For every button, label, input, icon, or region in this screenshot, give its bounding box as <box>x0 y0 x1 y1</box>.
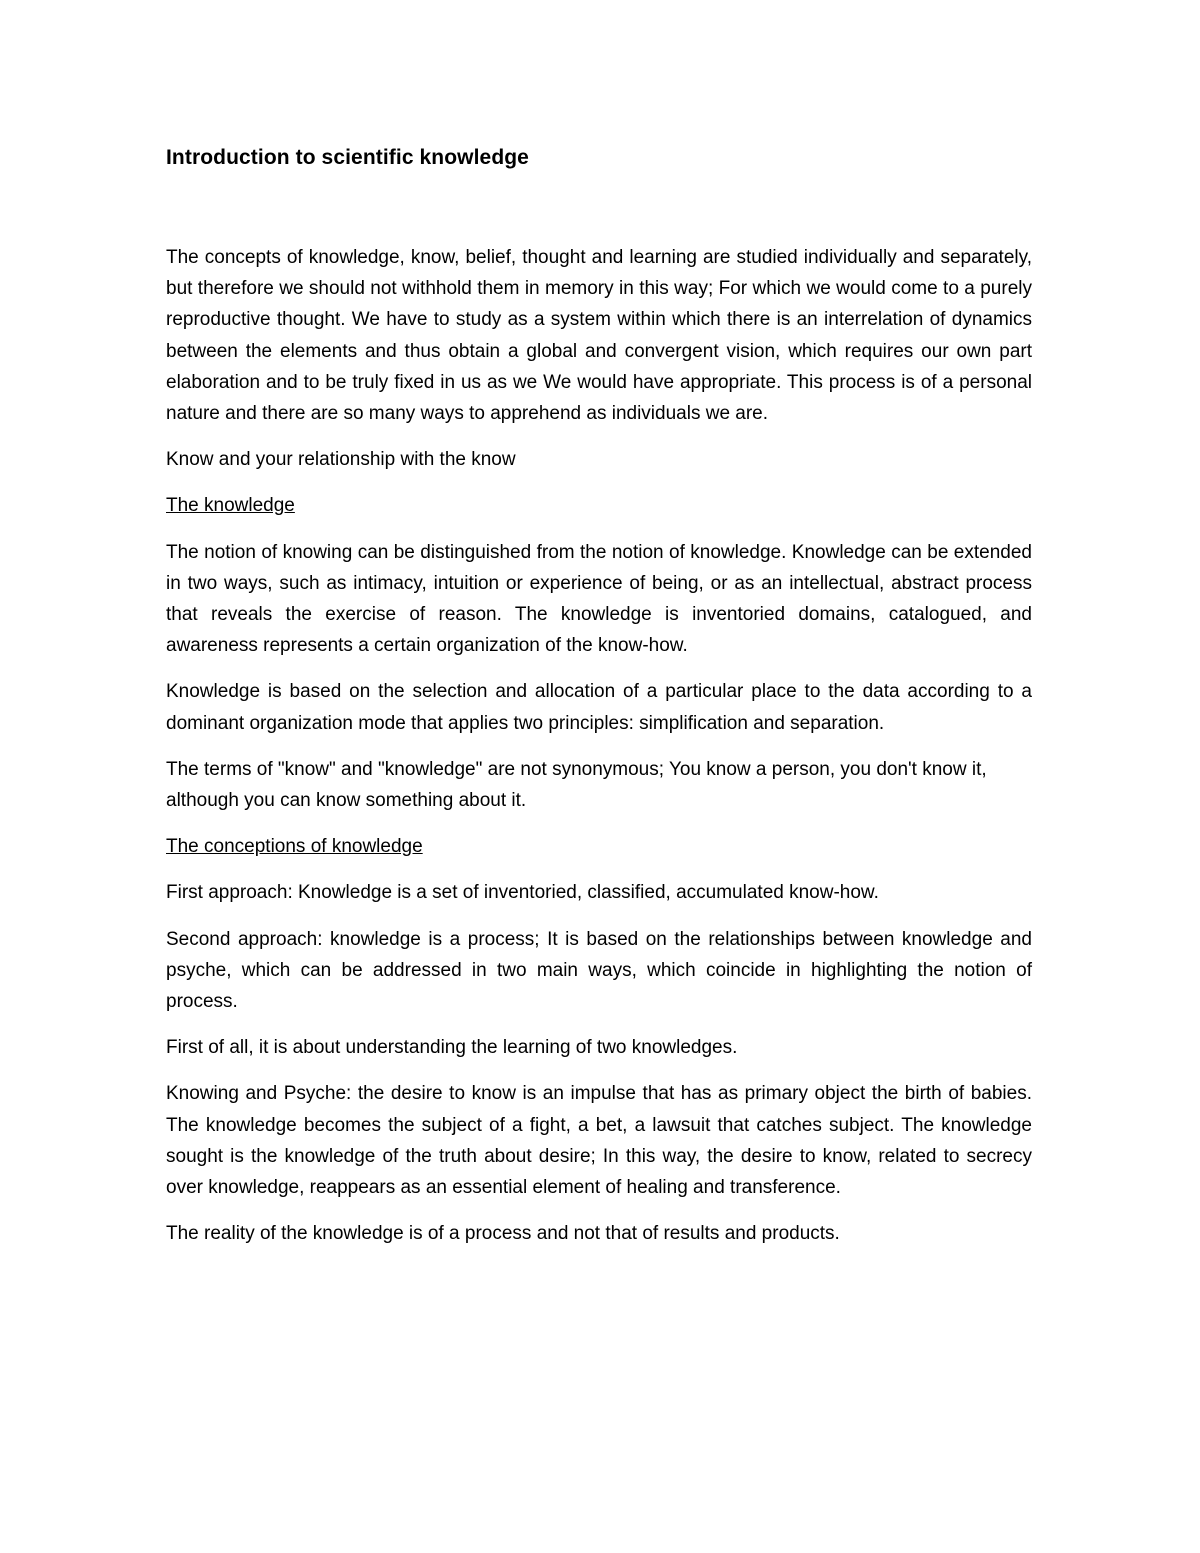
section-heading-the-knowledge: The knowledge <box>166 495 295 517</box>
section-heading-conceptions: The conceptions of knowledge <box>166 836 423 858</box>
paragraph-first-approach: First approach: Knowledge is a set of inventoried, classified, accumulated know-how. <box>166 882 879 904</box>
paragraph-terms-synonymous: The terms of "know" and "knowledge" are not synonymous; You know a person, you don't know it, although you can know something about it. <box>166 758 987 812</box>
paragraph-second-approach: Second approach: knowledge is a process; It is based on the relationships between knowledge and psyche, which can be addressed in two main ways, which coincide in highlighting the notion of process. <box>166 928 1032 1013</box>
paragraph-know-relationship: Know and your relationship with the know <box>166 449 516 471</box>
paragraph-intro: The concepts of knowledge, know, belief, thought and learning are studied individually and separately, but therefore we should not withhold them in memory in this way; For which we would come to a purely reproductive thought. We have to study as a system within which there is an interrelation of dynamics between the elements and thus obtain a global and convergent vision, which requires our own part elaboration and to be truly fixed in us as we We would have appropriate. This process is of a personal nature and there are so many ways to apprehend as individuals we are. <box>166 247 1032 425</box>
paragraph-selection-allocation: Knowledge is based on the selection and allocation of a particular place to the data according to a dominant organization mode that applies two principles: simplification and separation. <box>166 681 1032 734</box>
document-title: Introduction to scientific knowledge <box>166 146 529 169</box>
paragraph-notion-of-knowing: The notion of knowing can be distinguished from the notion of knowledge. Knowledge can be extended in two ways, such as intimacy, intuition or experience of being, or as an intellectual, abstract process that reveals the exercise of reason. The knowledge is inventoried domains, catalogued, and awareness represents a certain organization of the know-how. <box>166 541 1032 657</box>
document-page <box>166 138 1032 1264</box>
paragraph-reality-of-knowledge: The reality of the knowledge is of a process and not that of results and products. <box>166 1223 840 1245</box>
paragraph-first-of-all: First of all, it is about understanding the learning of two knowledges. <box>166 1037 738 1059</box>
paragraph-knowing-and-psyche: Knowing and Psyche: the desire to know is an impulse that has as primary object the birth of babies. The knowledge becomes the subject of a fight, a bet, a lawsuit that catches subject. The knowledge sought is the knowledge of the truth about desire; In this way, the desire to know, related to secrecy over knowledge, reappears as an essential element of healing and transference. <box>166 1083 1032 1199</box>
